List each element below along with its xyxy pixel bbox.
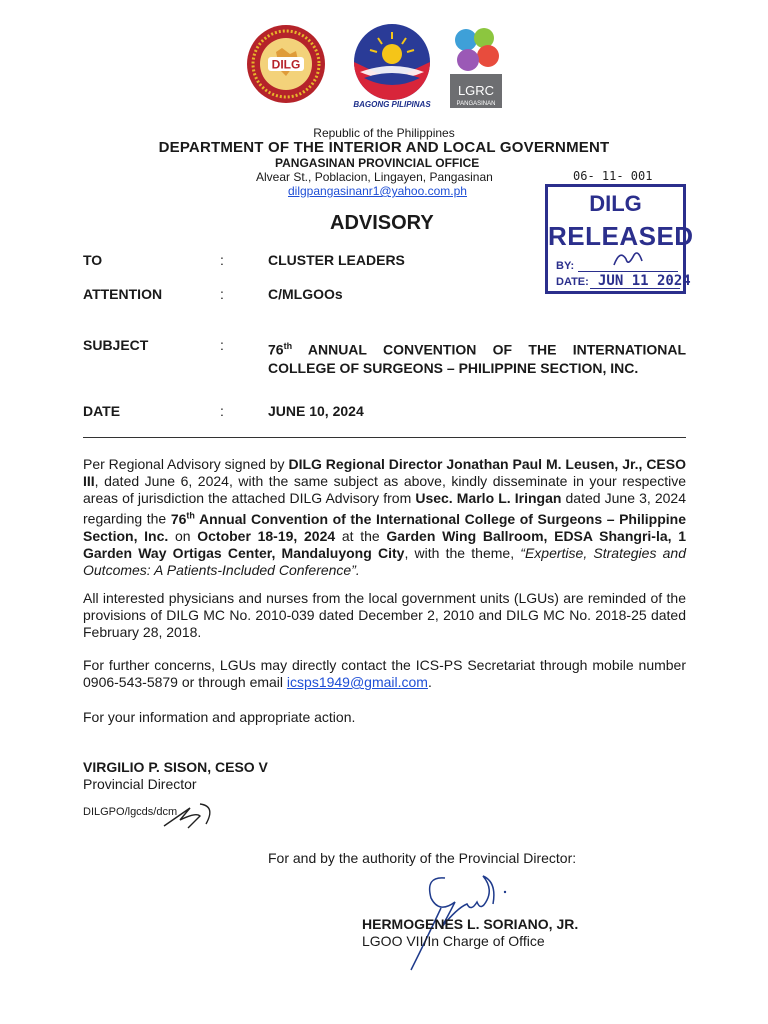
office-email-link[interactable]: dilgpangasinanr1@yahoo.com.ph — [288, 184, 467, 198]
office-address: Alvear St., Poblacion, Lingayen, Pangasinan — [256, 170, 493, 184]
subject-colon: : — [220, 337, 224, 353]
svg-text:DILG: DILG — [271, 57, 301, 72]
svg-text:PANGASINAN: PANGASINAN — [456, 101, 496, 107]
stamp-control-number: 06- 11- 001 — [573, 169, 653, 183]
stamp-by-label: BY: — [556, 260, 575, 272]
lgrc-logo-icon — [448, 24, 504, 110]
in-charge-title: LGOO VII/In Charge of Office — [362, 933, 545, 949]
in-charge-name: HERMOGENES L. SORIANO, JR. — [362, 916, 579, 932]
signatory-name: VIRGILIO P. SISON, CESO V — [83, 759, 268, 775]
subject-label: SUBJECT — [83, 337, 149, 353]
signatory-title: Provincial Director — [83, 776, 197, 792]
subject-value: 76th ANNUAL CONVENTION OF THE INTERNATIONAL COLLEGE OF SURGEONS – PHILIPPINE SECTION, INC. — [268, 341, 686, 376]
stamp-agency: DILG — [589, 191, 642, 216]
body-paragraph-3: For further concerns, LGUs may directly contact the ICS-PS Secretariat through mobile number 0906-543-5879 or through email icsps1949@gmail.com. — [83, 657, 686, 690]
body-paragraph-4: For your information and appropriate action. — [83, 709, 356, 725]
reference-code: DILGPO/lgcds/dcm — [83, 806, 178, 818]
logo-row — [0, 20, 768, 112]
department-name: DEPARTMENT OF THE INTERIOR AND LOCAL GOVERNMENT — [158, 139, 610, 156]
secretariat-email-link[interactable]: icsps1949@gmail.com — [286, 674, 428, 690]
stamp-initials-icon — [608, 247, 648, 273]
date-colon: : — [220, 403, 224, 419]
released-stamp — [545, 184, 694, 294]
initials-signature-icon — [160, 798, 220, 832]
stamp-status: RELEASED — [548, 221, 694, 251]
attention-value: C/MLGOOs — [268, 286, 343, 302]
svg-text:LGRC: LGRC — [457, 83, 495, 98]
authority-line: For and by the authority of the Provincial Director: — [268, 850, 577, 866]
bagong-pilipinas-logo-icon — [342, 20, 442, 112]
date-value: JUNE 10, 2024 — [268, 403, 364, 419]
office-name: PANGASINAN PROVINCIAL OFFICE — [275, 156, 480, 170]
to-label: TO — [83, 252, 103, 268]
stamp-date-label: DATE: — [556, 276, 589, 288]
body-paragraph-2: All interested physicians and nurses from the local government units (LGUs) are reminded of the provisions of DILG MC No. 2010-039 dated December 2, 2010 and DILG MC No. 2018-25 dated February 28, 2018. — [83, 590, 686, 640]
stamp-date-line — [590, 288, 680, 289]
document-type-title: ADVISORY — [330, 212, 434, 234]
dilg-seal-icon — [246, 24, 326, 104]
stamp-date-value: JUN 11 2024 — [598, 273, 691, 289]
republic-line: Republic of the Philippines — [313, 126, 455, 140]
bagong-pilipinas-label: BAGONG PILIPINAS — [353, 100, 431, 109]
to-colon: : — [220, 252, 224, 268]
date-label: DATE — [83, 403, 121, 419]
attention-colon: : — [220, 286, 224, 302]
to-value: CLUSTER LEADERS — [268, 252, 405, 268]
body-paragraph-1: Per Regional Advisory signed by DILG Regional Director Jonathan Paul M. Leusen, Jr., CESO III, dated June 6, 2024, with the same subject as above, kindly disseminate in your respective areas of jurisdiction the attached DILG Advisory from Usec. Marlo L. Iringan dated June 3, 2024 regarding the 76th Annual Convention of the International College of Surgeons – Philippine Section, Inc. on October 18-19, 2024 at the Garden Wing Ballroom, EDSA Shangri-la, 1 Garden Way Ortigas Center, Mandaluyong City, with the theme, “Expertise, Strategies and Outcomes: A Patients-Included Conference”. — [83, 456, 687, 578]
header-divider — [83, 437, 686, 438]
attention-label: ATTENTION — [83, 286, 163, 302]
